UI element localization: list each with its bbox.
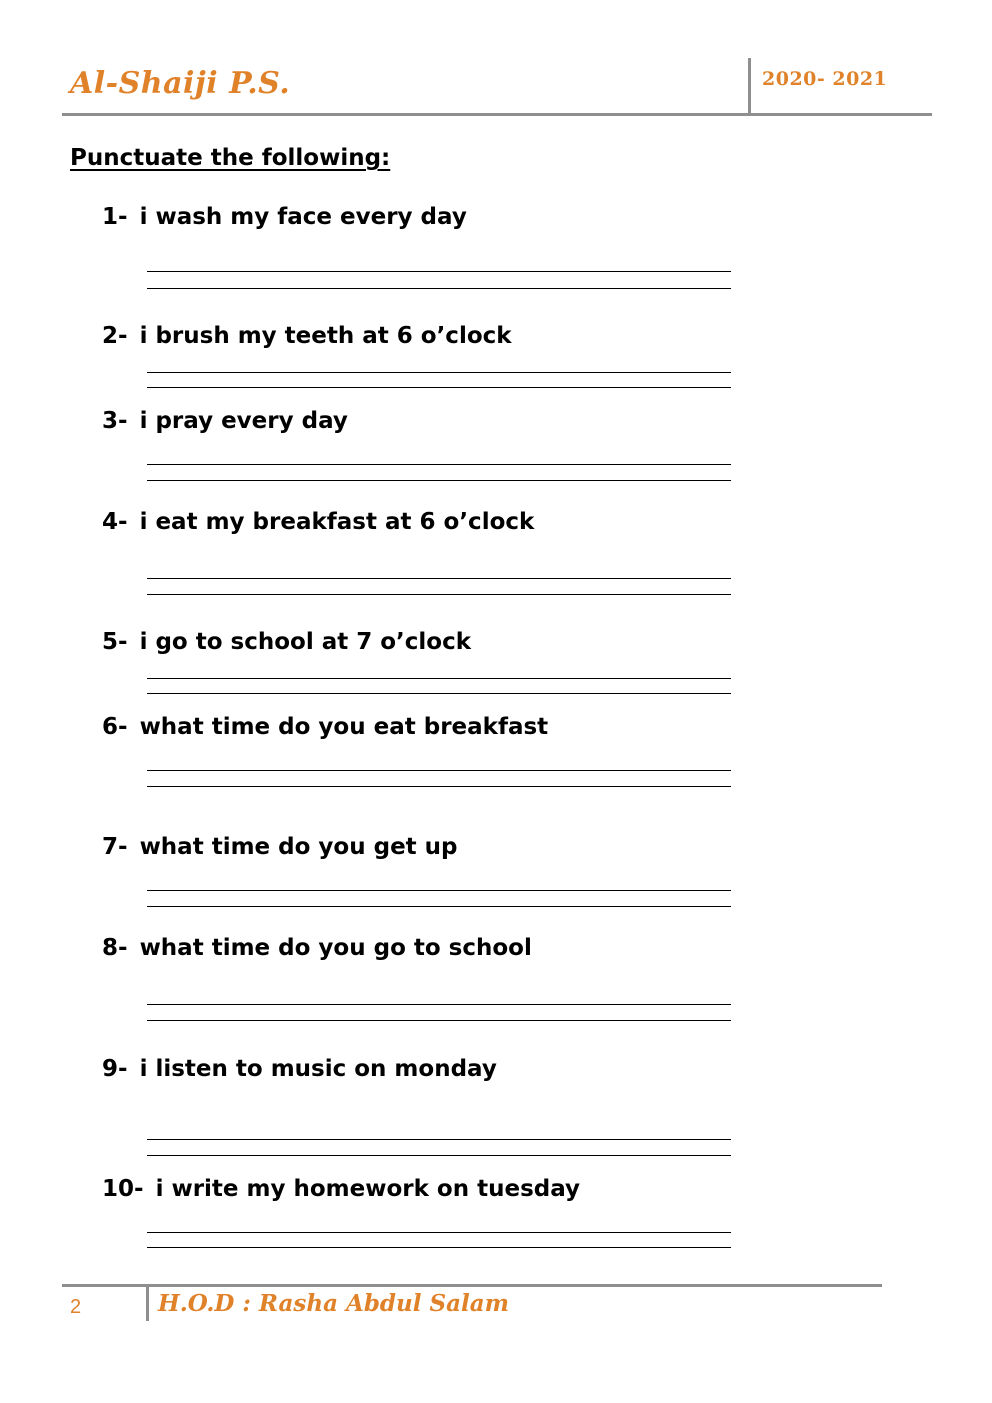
answer-line[interactable] xyxy=(147,1020,731,1021)
question-2 xyxy=(102,323,742,349)
question-text: what time do you go to school xyxy=(139,935,532,961)
answer-line[interactable] xyxy=(147,372,731,373)
instruction-heading: Punctuate the following: xyxy=(70,145,391,171)
question-9 xyxy=(102,1056,742,1082)
answer-line[interactable] xyxy=(147,1155,731,1156)
answer-line[interactable] xyxy=(147,786,731,787)
question-7 xyxy=(102,834,742,860)
answer-line[interactable] xyxy=(147,594,731,595)
answer-line[interactable] xyxy=(147,906,731,907)
question-number: 5- xyxy=(102,629,128,655)
answer-line[interactable] xyxy=(147,1232,731,1233)
question-text: i brush my teeth at 6 o’clock xyxy=(139,323,512,349)
question-number: 7- xyxy=(102,834,128,860)
question-text: what time do you get up xyxy=(139,834,458,860)
footer-divider-horizontal xyxy=(62,1284,882,1287)
question-text: i eat my breakfast at 6 o’clock xyxy=(139,509,535,535)
question-number: 1- xyxy=(102,204,128,230)
question-number: 2- xyxy=(102,323,128,349)
answer-line[interactable] xyxy=(147,464,731,465)
question-text: i go to school at 7 o’clock xyxy=(139,629,472,655)
school-name: Al-Shaiji P.S. xyxy=(70,66,291,101)
question-text: i listen to music on monday xyxy=(139,1056,497,1082)
answer-line[interactable] xyxy=(147,271,731,272)
question-number: 9- xyxy=(102,1056,128,1082)
answer-line[interactable] xyxy=(147,387,731,388)
question-text: what time do you eat breakfast xyxy=(139,714,549,740)
page-number: 2 xyxy=(70,1296,82,1318)
question-number: 8- xyxy=(102,935,128,961)
question-6 xyxy=(102,714,742,740)
question-10 xyxy=(102,1176,742,1202)
answer-line[interactable] xyxy=(147,480,731,481)
answer-line[interactable] xyxy=(147,693,731,694)
hod-name: H.O.D : Rasha Abdul Salam xyxy=(158,1290,509,1317)
question-number: 3- xyxy=(102,408,128,434)
answer-line[interactable] xyxy=(147,678,731,679)
question-number: 10- xyxy=(102,1176,144,1202)
answer-line[interactable] xyxy=(147,288,731,289)
question-5 xyxy=(102,629,742,655)
answer-line[interactable] xyxy=(147,770,731,771)
answer-line[interactable] xyxy=(147,1247,731,1248)
question-8 xyxy=(102,935,742,961)
answer-line[interactable] xyxy=(147,578,731,579)
answer-line[interactable] xyxy=(147,890,731,891)
header-divider-vertical xyxy=(748,58,751,114)
question-number: 6- xyxy=(102,714,128,740)
question-3 xyxy=(102,408,742,434)
question-text: i wash my face every day xyxy=(139,204,467,230)
question-4 xyxy=(102,509,742,535)
footer-divider-vertical xyxy=(146,1287,149,1321)
answer-line[interactable] xyxy=(147,1139,731,1140)
question-text: i pray every day xyxy=(139,408,348,434)
question-number: 4- xyxy=(102,509,128,535)
answer-line[interactable] xyxy=(147,1004,731,1005)
school-year: 2020- 2021 xyxy=(762,68,888,90)
header-divider-horizontal xyxy=(62,113,932,116)
question-1 xyxy=(102,204,742,230)
question-text: i write my homework on tuesday xyxy=(155,1176,581,1202)
